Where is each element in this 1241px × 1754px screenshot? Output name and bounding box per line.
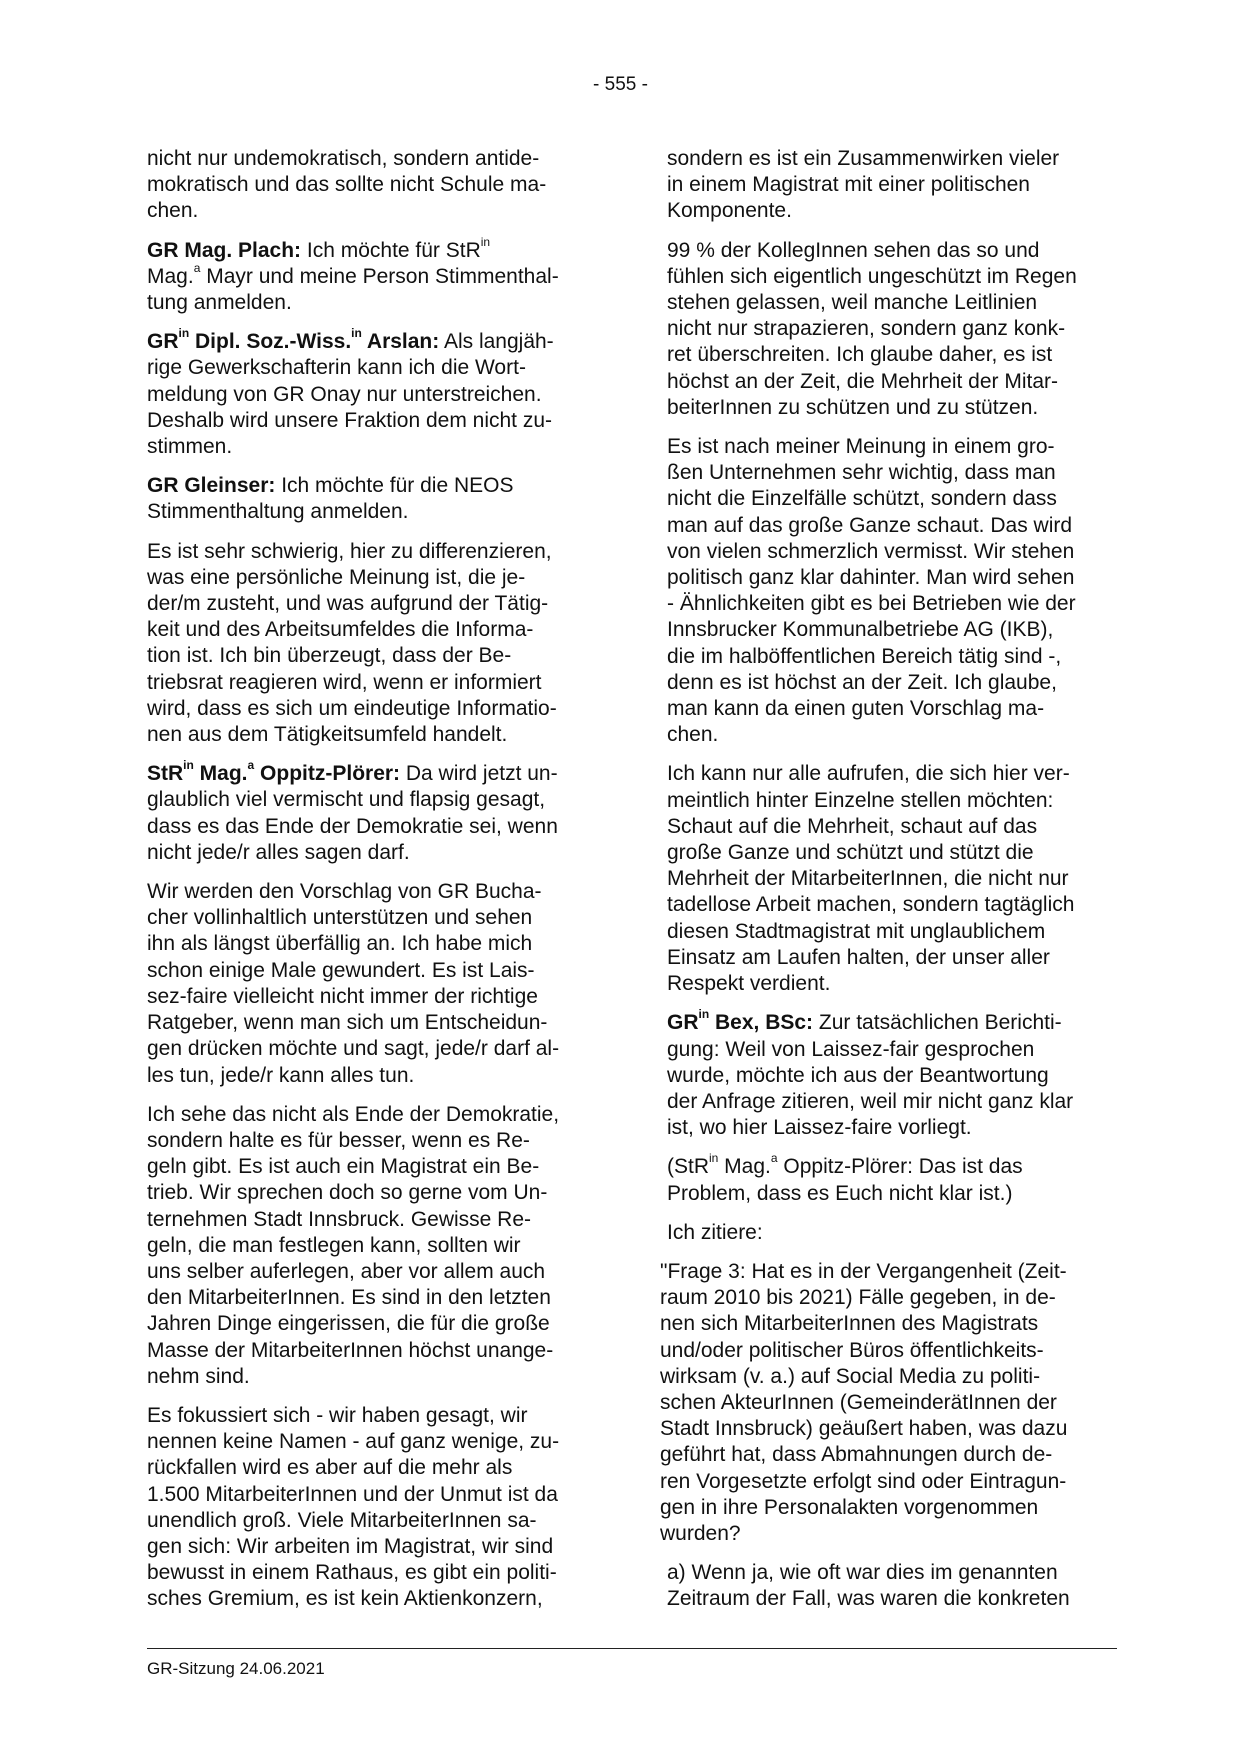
right-column bbox=[660, 146, 1112, 1626]
page-number: - 555 - bbox=[593, 74, 648, 95]
paragraph-interjection bbox=[667, 1151, 1112, 1206]
paragraph-speaker-oppitz-ploerer bbox=[147, 758, 592, 866]
text: Zur tatsächlichen Berichti- gung: Weil von Laissez-fair gesprochen wurde, möchte ich aus der Beantwortung der Anfrage zitieren, weil mir nicht ganz klar ist, wo hier Laissez-faire vorliegt. bbox=[667, 1011, 1074, 1140]
superscript: a bbox=[193, 260, 201, 275]
paragraph-speaker-bex bbox=[667, 1007, 1112, 1141]
text: Oppitz-Plörer: Das ist das Problem, dass es Euch nicht klar ist.) bbox=[667, 1155, 1023, 1205]
paragraph: Ich sehe das nicht als Ende der Demokratie, sondern halte es für besser, wenn es Re- geln gibt. Es ist auch ein Magistrat ein Be- trieb. Wir sprechen doch so gerne vom Un- ternehmen Stadt Innsbruck. Gewisse Re- geln, die man festlegen kann, sollten wir uns selber auferlegen, aber vor allem auch den MitarbeiterInnen. Es sind in den letzten Jahren Dinge eingerissen, die für die große Masse der MitarbeiterInnen höchst unange- nehm sind. bbox=[147, 1102, 560, 1388]
paragraph: Ich zitiere: bbox=[667, 1220, 763, 1244]
paragraph-speaker-plach bbox=[147, 234, 592, 317]
superscript: in bbox=[480, 234, 491, 249]
text: Da wird jetzt un- glaublich viel vermischt und flapsig gesagt, dass es das Ende der Demokratie sei, wenn nicht jede/r alles sagen darf. bbox=[147, 762, 558, 864]
speaker-name: $GR^{in}$ Dipl. Soz.-Wiss.$^{in}$ Arslan: bbox=[147, 326, 440, 354]
text: Ich möchte für StR bbox=[301, 238, 481, 262]
paragraph: 99 % der KollegInnen sehen das so und fühlen sich eigentlich ungeschützt im Regen stehen gelassen, weil manche Leitlinien nicht nur strapazieren, sondern ganz konk- ret überschreiten. Ich glaube daher, es ist höchst an der Zeit, die Mehrheit der Mitar- beiterInnen zu schützen und zu stützen. bbox=[667, 238, 1077, 419]
superscript: in bbox=[709, 1151, 719, 1166]
paragraph: Es fokussiert sich - wir haben gesagt, wir nennen keine Namen - auf ganz wenige, zu- rückfallen wird es aber auf die mehr als 1.500 MitarbeiterInnen und der Unmut ist da unendlich groß. Viele MitarbeiterInnen sa- gen sich: Wir arbeiten im Magistrat, wir sind bewusst in einem Rathaus, es gibt ein politi- sches Gremium, es ist kein Aktienkonzern, bbox=[147, 1403, 560, 1611]
text: Mayr und meine Person Stimmenthal- tung anmelden. bbox=[147, 264, 559, 315]
paragraph: a) Wenn ja, wie oft war dies im genannten Zeitraum der Fall, was waren die konkreten bbox=[667, 1561, 1070, 1611]
text: Ich möchte für die NEOS Stimmenthaltung anmelden. bbox=[147, 474, 514, 524]
text: Als langjäh- rige Gewerkschafterin kann ich die Wort- meldung von GR Onay nur unterstreichen. Deshalb wird unsere Fraktion dem nicht zu- stimmen. bbox=[147, 330, 554, 459]
text: Mag. bbox=[718, 1155, 771, 1179]
footer-divider bbox=[147, 1648, 1117, 1649]
quoted-question: "Frage 3: Hat es in der Vergangenheit (Zeit- raum 2010 bis 2021) Fälle gegeben, in de- nen sich MitarbeiterInnen des Magistrats und/oder politischer Büros öffentlichkeits- wirksam (v. a.) auf Social Media zu politi- schen AkteurInnen (GemeinderätInnen der Stadt Innsbruck) geäußert haben, was dazu geführt hat, dass Abmahnungen durch de- ren Vorgesetzte erfolgt sind oder Eintragun- gen in ihre Personalakten vorgenommen wurden? bbox=[660, 1259, 1068, 1545]
paragraph: Es ist sehr schwierig, hier zu differenzieren, was eine persönliche Meinung ist, die je- der/m zusteht, und was aufgrund der Tätig- keit und des Arbeitsumfeldes die Informa- tion ist. Ich bin überzeugt, dass der Be- triebsrat reagieren wird, wenn er informiert wird, dass es sich um eindeutige Informatio- nen aus dem Tätigkeitsumfeld handelt. bbox=[147, 539, 557, 747]
paragraph: Es ist nach meiner Meinung in einem gro- ßen Unternehmen sehr wichtig, dass man nicht die Einzelfälle schützt, sondern dass man auf das große Ganze schaut. Das wird von vielen schmerzlich vermisst. Wir stehen politisch ganz klar dahinter. Man wird sehen - Ähnlichkeiten gibt es bei Betrieben wie der Innsbrucker Kommunalbetriebe AG (IKB), die im halböffentlichen Bereich tätig sind -, denn es ist höchst an der Zeit. Ich glaube, man kann da einen guten Vorschlag ma- chen. bbox=[667, 435, 1076, 747]
text: Mag. bbox=[147, 264, 194, 288]
paragraph: sondern es ist ein Zusammenwirken vieler in einem Magistrat mit einer politischen Komponente. bbox=[667, 147, 1060, 223]
paragraph-speaker-gleinser bbox=[147, 473, 592, 525]
footer-session-date: GR-Sitzung 24.06.2021 bbox=[147, 1659, 325, 1678]
paragraph: Ich kann nur alle aufrufen, die sich hier ver- meintlich hinter Einzelne stellen möchten: Schaut auf die Mehrheit, schaut auf das große Ganze und schützt und stützt die Mehrheit der MitarbeiterInnen, die nicht nur tadellose Arbeit machen, sondern tagtäglich diesen Stadtmagistrat mit unglaublichem Einsatz am Laufen halten, der unser aller Respekt verdient. bbox=[667, 762, 1075, 996]
paragraph: Wir werden den Vorschlag von GR Bucha- cher vollinhaltlich unterstützen und sehen ihn als längst überfällig an. Ich habe mich schon einige Male gewundert. Es ist Lais- sez-faire vielleicht nicht immer der richtige Ratgeber, wenn man sich um Entscheidun- gen drücken möchte und sagt, jede/r darf al- les tun, jede/r kann alles tun. bbox=[147, 880, 560, 1087]
speaker-name: StR$^{in}$ Mag.$^a$ Oppitz-Plörer: bbox=[147, 758, 401, 786]
text: (StR bbox=[667, 1155, 709, 1179]
paragraph: nicht nur undemokratisch, sondern antide- mokratisch und das sollte nicht Schule ma- chen. bbox=[147, 147, 547, 223]
speaker-name: $GR^{in}$ Bex, BSc: bbox=[667, 1007, 814, 1035]
paragraph-speaker-arslan bbox=[147, 326, 592, 460]
speaker-name: GR Mag. Plach: bbox=[147, 238, 302, 262]
speaker-name: GR Gleinser: bbox=[147, 474, 276, 498]
left-column bbox=[147, 146, 592, 1626]
superscript: a bbox=[770, 1151, 778, 1166]
